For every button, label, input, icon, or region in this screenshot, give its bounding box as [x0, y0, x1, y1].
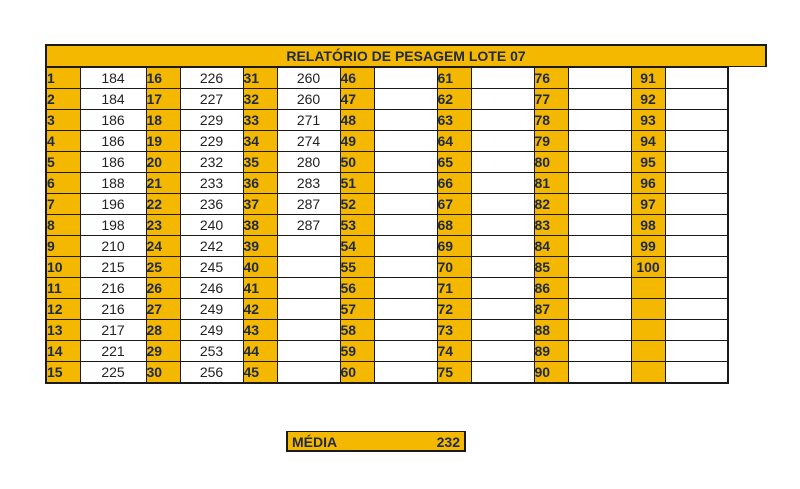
weight-cell: 184	[80, 68, 146, 89]
weight-cell	[374, 278, 437, 299]
lot-number-cell: 88	[534, 320, 568, 341]
lot-number-cell: 78	[534, 110, 568, 131]
lot-number-cell: 95	[631, 152, 665, 173]
weight-cell	[568, 173, 631, 194]
weight-cell	[471, 194, 534, 215]
weight-cell: 283	[277, 173, 340, 194]
lot-number-cell: 29	[146, 341, 180, 362]
weight-cell	[471, 236, 534, 257]
weight-cell	[277, 257, 340, 278]
weight-cell	[665, 341, 728, 362]
weight-cell: 186	[80, 110, 146, 131]
weight-cell	[374, 320, 437, 341]
lot-number-cell: 45	[243, 362, 277, 384]
weight-cell	[471, 110, 534, 131]
lot-number-cell	[631, 320, 665, 341]
weight-cell	[374, 257, 437, 278]
table-row	[46, 194, 728, 215]
lot-number-cell: 9	[46, 236, 80, 257]
lot-number-cell: 39	[243, 236, 277, 257]
weight-cell	[374, 215, 437, 236]
weight-cell	[471, 131, 534, 152]
lot-number-cell: 68	[437, 215, 471, 236]
weight-cell	[568, 215, 631, 236]
lot-number-cell: 67	[437, 194, 471, 215]
lot-number-cell: 54	[340, 236, 374, 257]
lot-number-cell: 19	[146, 131, 180, 152]
weight-cell: 232	[180, 152, 243, 173]
lot-number-cell: 63	[437, 110, 471, 131]
weight-cell	[471, 320, 534, 341]
lot-number-cell: 71	[437, 278, 471, 299]
lot-number-cell: 85	[534, 257, 568, 278]
table-row	[46, 341, 728, 362]
lot-number-cell: 5	[46, 152, 80, 173]
report-title: RELATÓRIO DE PESAGEM LOTE 07	[45, 44, 767, 67]
weight-cell	[374, 236, 437, 257]
weight-cell	[665, 257, 728, 278]
lot-number-cell	[631, 341, 665, 362]
weight-cell: 216	[80, 278, 146, 299]
lot-number-cell	[631, 362, 665, 384]
lot-number-cell: 20	[146, 152, 180, 173]
weight-cell: 260	[277, 68, 340, 89]
weight-cell: 246	[180, 278, 243, 299]
lot-number-cell: 92	[631, 89, 665, 110]
weight-cell	[665, 89, 728, 110]
weight-cell	[374, 68, 437, 89]
weight-cell: 216	[80, 299, 146, 320]
weight-cell: 184	[80, 89, 146, 110]
weight-cell	[568, 320, 631, 341]
lot-number-cell: 10	[46, 257, 80, 278]
lot-number-cell: 53	[340, 215, 374, 236]
weight-cell	[665, 173, 728, 194]
lot-number-cell: 44	[243, 341, 277, 362]
weight-cell: 229	[180, 131, 243, 152]
weight-cell: 240	[180, 215, 243, 236]
lot-number-cell: 26	[146, 278, 180, 299]
lot-number-cell: 8	[46, 215, 80, 236]
weight-cell	[374, 89, 437, 110]
weight-cell	[374, 362, 437, 384]
lot-number-cell: 38	[243, 215, 277, 236]
lot-number-cell: 47	[340, 89, 374, 110]
lot-number-cell: 42	[243, 299, 277, 320]
lot-number-cell: 84	[534, 236, 568, 257]
lot-number-cell: 15	[46, 362, 80, 384]
lot-number-cell: 59	[340, 341, 374, 362]
weight-cell: 229	[180, 110, 243, 131]
weight-cell	[374, 299, 437, 320]
lot-number-cell: 56	[340, 278, 374, 299]
average-box	[286, 431, 466, 452]
weight-cell: 217	[80, 320, 146, 341]
lot-number-cell: 23	[146, 215, 180, 236]
lot-number-cell: 35	[243, 152, 277, 173]
weight-cell	[568, 341, 631, 362]
lot-number-cell	[631, 299, 665, 320]
weight-cell: 256	[180, 362, 243, 384]
lot-number-cell: 60	[340, 362, 374, 384]
lot-number-cell: 91	[631, 68, 665, 89]
lot-number-cell	[631, 278, 665, 299]
weight-cell	[277, 320, 340, 341]
table-row	[46, 89, 728, 110]
weights-table	[45, 67, 729, 384]
weight-cell: 210	[80, 236, 146, 257]
weight-cell: 249	[180, 299, 243, 320]
lot-number-cell: 41	[243, 278, 277, 299]
lot-number-cell: 36	[243, 173, 277, 194]
lot-number-cell: 17	[146, 89, 180, 110]
weight-cell: 233	[180, 173, 243, 194]
lot-number-cell: 57	[340, 299, 374, 320]
weight-cell	[277, 236, 340, 257]
weight-cell: 227	[180, 89, 243, 110]
weight-cell	[665, 236, 728, 257]
table-row	[46, 110, 728, 131]
lot-number-cell: 87	[534, 299, 568, 320]
lot-number-cell: 46	[340, 68, 374, 89]
lot-number-cell: 83	[534, 215, 568, 236]
weight-cell: 186	[80, 152, 146, 173]
weight-cell: 260	[277, 89, 340, 110]
weight-cell: 245	[180, 257, 243, 278]
table-row	[46, 152, 728, 173]
lot-number-cell: 34	[243, 131, 277, 152]
lot-number-cell: 13	[46, 320, 80, 341]
lot-number-cell: 22	[146, 194, 180, 215]
lot-number-cell: 37	[243, 194, 277, 215]
weight-cell: 249	[180, 320, 243, 341]
weight-cell: 198	[80, 215, 146, 236]
table-row	[46, 131, 728, 152]
lot-number-cell: 14	[46, 341, 80, 362]
weight-cell	[568, 68, 631, 89]
lot-number-cell: 100	[631, 257, 665, 278]
weight-cell	[277, 299, 340, 320]
lot-number-cell: 80	[534, 152, 568, 173]
weight-cell: 280	[277, 152, 340, 173]
lot-number-cell: 86	[534, 278, 568, 299]
lot-number-cell: 11	[46, 278, 80, 299]
lot-number-cell: 55	[340, 257, 374, 278]
lot-number-cell: 79	[534, 131, 568, 152]
weight-cell	[665, 362, 728, 384]
lot-number-cell: 76	[534, 68, 568, 89]
weight-cell: 215	[80, 257, 146, 278]
weight-cell: 225	[80, 362, 146, 384]
weight-cell	[665, 68, 728, 89]
table-row	[46, 320, 728, 341]
lot-number-cell: 82	[534, 194, 568, 215]
weight-cell	[374, 152, 437, 173]
table-row	[46, 257, 728, 278]
lot-number-cell: 69	[437, 236, 471, 257]
lot-number-cell: 32	[243, 89, 277, 110]
weight-cell: 242	[180, 236, 243, 257]
lot-number-cell: 49	[340, 131, 374, 152]
weight-cell: 287	[277, 194, 340, 215]
lot-number-cell: 18	[146, 110, 180, 131]
lot-number-cell: 90	[534, 362, 568, 384]
lot-number-cell: 2	[46, 89, 80, 110]
weight-cell	[471, 257, 534, 278]
lot-number-cell: 81	[534, 173, 568, 194]
table-row	[46, 173, 728, 194]
lot-number-cell: 43	[243, 320, 277, 341]
weight-cell: 226	[180, 68, 243, 89]
lot-number-cell: 58	[340, 320, 374, 341]
weight-cell: 196	[80, 194, 146, 215]
weight-cell: 271	[277, 110, 340, 131]
weight-cell	[665, 152, 728, 173]
lot-number-cell: 77	[534, 89, 568, 110]
lot-number-cell: 64	[437, 131, 471, 152]
lot-number-cell: 52	[340, 194, 374, 215]
weight-cell	[277, 362, 340, 384]
weight-cell	[471, 89, 534, 110]
lot-number-cell: 30	[146, 362, 180, 384]
lot-number-cell: 7	[46, 194, 80, 215]
lot-number-cell: 74	[437, 341, 471, 362]
lot-number-cell: 70	[437, 257, 471, 278]
lot-number-cell: 66	[437, 173, 471, 194]
lot-number-cell: 21	[146, 173, 180, 194]
lot-number-cell: 33	[243, 110, 277, 131]
weight-cell	[374, 131, 437, 152]
lot-number-cell: 1	[46, 68, 80, 89]
weight-cell	[471, 215, 534, 236]
weight-cell: 274	[277, 131, 340, 152]
table-row	[46, 236, 728, 257]
lot-number-cell: 4	[46, 131, 80, 152]
table-row	[46, 215, 728, 236]
weight-cell	[471, 173, 534, 194]
weight-cell	[568, 110, 631, 131]
lot-number-cell: 99	[631, 236, 665, 257]
weight-cell	[568, 152, 631, 173]
table-row	[46, 362, 728, 384]
lot-number-cell: 50	[340, 152, 374, 173]
weight-cell	[471, 362, 534, 384]
lot-number-cell: 89	[534, 341, 568, 362]
weight-cell	[277, 341, 340, 362]
weight-cell	[471, 152, 534, 173]
weight-cell	[471, 68, 534, 89]
weight-cell	[568, 299, 631, 320]
weight-cell	[665, 131, 728, 152]
weight-cell	[665, 110, 728, 131]
weight-cell	[568, 257, 631, 278]
lot-number-cell: 25	[146, 257, 180, 278]
weight-cell	[568, 194, 631, 215]
lot-number-cell: 40	[243, 257, 277, 278]
weight-cell: 186	[80, 131, 146, 152]
lot-number-cell: 12	[46, 299, 80, 320]
table-row	[46, 299, 728, 320]
weight-cell: 188	[80, 173, 146, 194]
weight-cell	[471, 299, 534, 320]
weight-cell	[665, 215, 728, 236]
lot-number-cell: 6	[46, 173, 80, 194]
table-row	[46, 68, 728, 89]
table-row	[46, 278, 728, 299]
lot-number-cell: 28	[146, 320, 180, 341]
weight-cell	[374, 341, 437, 362]
weight-cell	[471, 341, 534, 362]
weight-cell	[665, 194, 728, 215]
lot-number-cell: 98	[631, 215, 665, 236]
average-label: MÉDIA	[292, 434, 338, 450]
weight-cell	[568, 131, 631, 152]
weight-cell	[568, 278, 631, 299]
weight-cell	[665, 320, 728, 341]
weighing-report	[45, 44, 767, 384]
weight-cell	[568, 89, 631, 110]
weight-cell	[374, 194, 437, 215]
weight-cell	[277, 278, 340, 299]
lot-number-cell: 62	[437, 89, 471, 110]
lot-number-cell: 96	[631, 173, 665, 194]
weight-cell	[665, 299, 728, 320]
average-value: 232	[436, 434, 460, 450]
lot-number-cell: 97	[631, 194, 665, 215]
lot-number-cell: 16	[146, 68, 180, 89]
lot-number-cell: 61	[437, 68, 471, 89]
lot-number-cell: 27	[146, 299, 180, 320]
weight-cell	[568, 236, 631, 257]
lot-number-cell: 72	[437, 299, 471, 320]
lot-number-cell: 73	[437, 320, 471, 341]
weight-cell	[665, 278, 728, 299]
weight-cell	[471, 278, 534, 299]
lot-number-cell: 3	[46, 110, 80, 131]
weight-cell: 253	[180, 341, 243, 362]
lot-number-cell: 31	[243, 68, 277, 89]
weight-cell	[568, 362, 631, 384]
lot-number-cell: 24	[146, 236, 180, 257]
lot-number-cell: 93	[631, 110, 665, 131]
weight-cell: 236	[180, 194, 243, 215]
lot-number-cell: 48	[340, 110, 374, 131]
weight-cell: 287	[277, 215, 340, 236]
lot-number-cell: 65	[437, 152, 471, 173]
lot-number-cell: 75	[437, 362, 471, 384]
weight-cell	[374, 173, 437, 194]
lot-number-cell: 51	[340, 173, 374, 194]
lot-number-cell: 94	[631, 131, 665, 152]
weight-cell	[374, 110, 437, 131]
weight-cell: 221	[80, 341, 146, 362]
